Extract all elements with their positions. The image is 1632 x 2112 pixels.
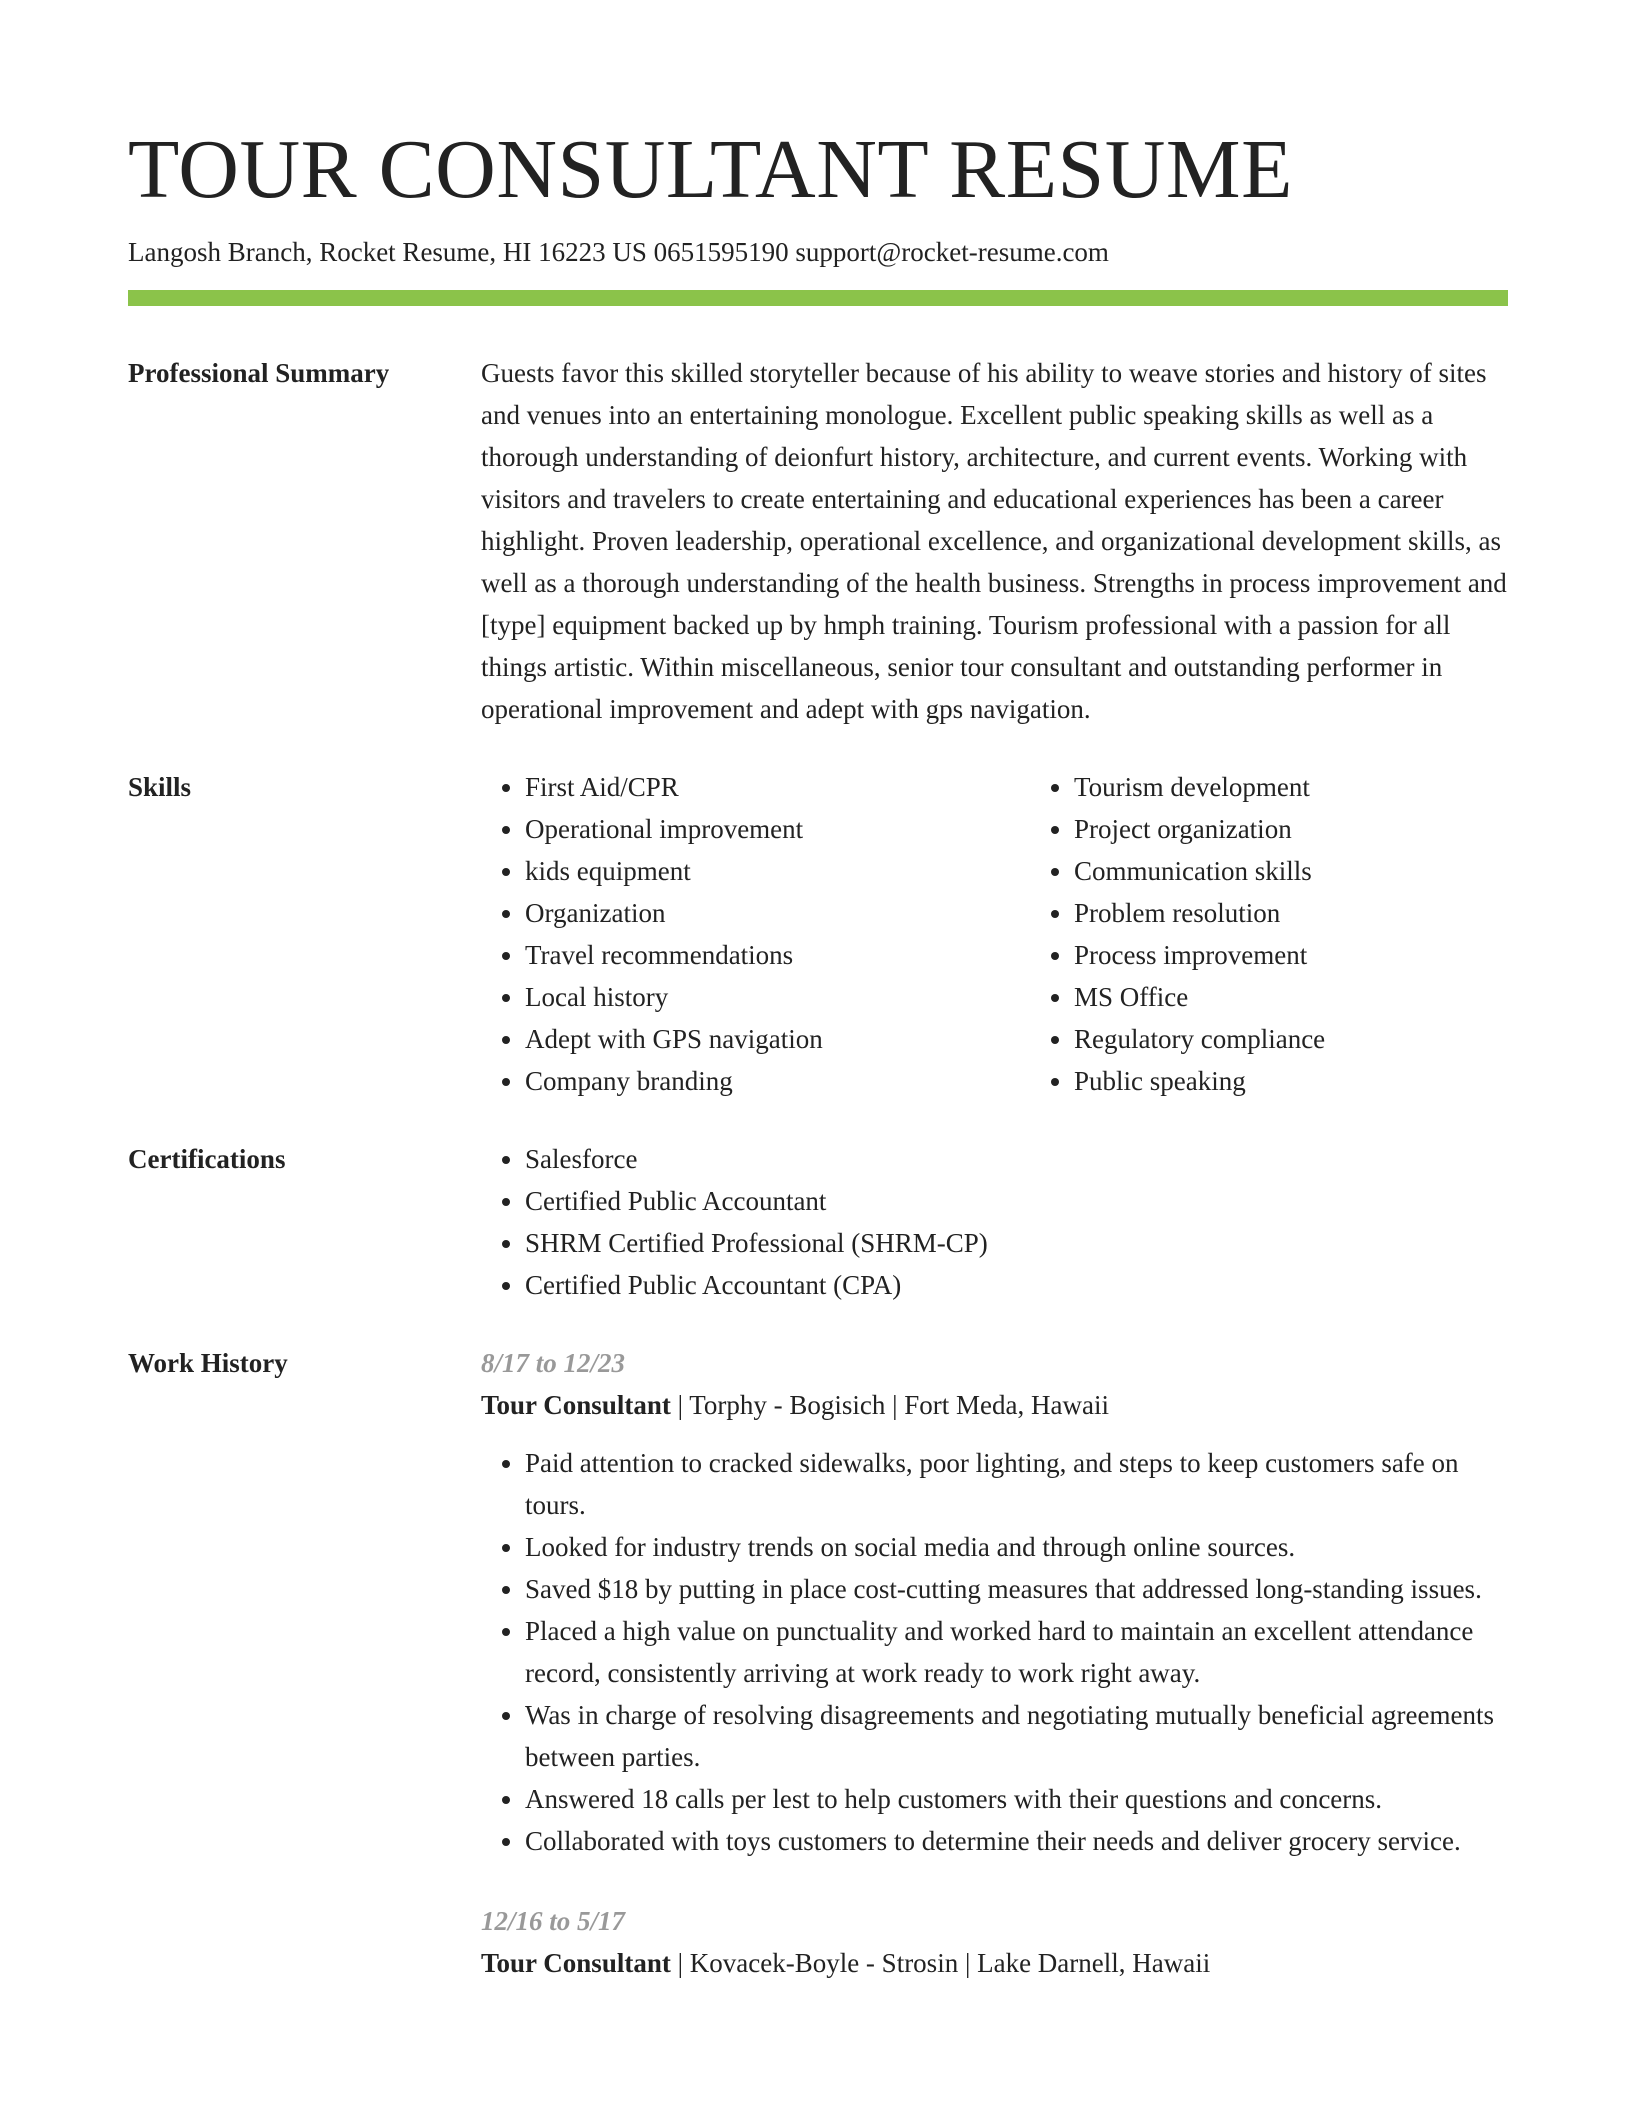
job-entry xyxy=(481,1900,1508,1984)
job-bullet: • Looked for industry trends on social media and through online sources. xyxy=(525,1526,1508,1568)
contact-line: Langosh Branch, Rocket Resume, HI 16223 US 0651595190 support@rocket-resume.com xyxy=(128,237,1109,267)
skill-item: • kids equipment xyxy=(525,850,1030,892)
certifications-section xyxy=(128,1138,1508,1306)
skill-item: • Project organization xyxy=(1074,808,1325,850)
skill-item: • Local history xyxy=(525,976,1030,1018)
section-label: Work History xyxy=(128,1348,288,1378)
job-dates: 12/16 to 5/17 xyxy=(481,1906,626,1936)
skills-section xyxy=(128,766,1508,1102)
skill-item: • Process improvement xyxy=(1074,934,1325,976)
skill-item: • Tourism development xyxy=(1074,766,1325,808)
certification-item: • Certified Public Accountant (CPA) xyxy=(525,1264,1508,1306)
summary-text: Guests favor this skilled storyteller because of his ability to weave stories and history of sites and venues into an entertaining monologue. Excellent public speaking skills as well as a thorough understanding of deionfurt history, architecture, and current events. Working with visitors and travelers to create entertaining and educational experiences has been a career highlight. Proven leadership, operational excellence, and organizational development skills, as well as a thorough understanding of the health business. Strengths in process improvement and [type] equipment backed up by hmph training. Tourism professional with a passion for all things artistic. Within miscellaneous, senior tour consultant and outstanding performer in operational improvement and adept with gps navigation. xyxy=(481,358,1507,724)
job-bullet: • Paid attention to cracked sidewalks, poor lighting, and steps to keep customers safe on tours. xyxy=(525,1442,1508,1526)
section-label: Professional Summary xyxy=(128,358,390,388)
skill-item: • Adept with GPS navigation xyxy=(525,1018,1030,1060)
section-body xyxy=(481,352,1508,730)
section-body xyxy=(481,1342,1508,2022)
certifications-list xyxy=(481,1138,1508,1306)
skill-item: • Public speaking xyxy=(1074,1060,1325,1102)
skill-item: • Company branding xyxy=(525,1060,1030,1102)
accent-divider xyxy=(128,290,1508,306)
work-history-section xyxy=(128,1342,1508,2022)
job-entry xyxy=(481,1342,1508,1862)
job-bullet: • Collaborated with toys customers to determine their needs and deliver grocery service. xyxy=(525,1820,1508,1862)
skill-item: • Travel recommendations xyxy=(525,934,1030,976)
job-details: | Kovacek-Boyle - Strosin | Lake Darnell, Hawaii xyxy=(670,1948,1211,1978)
section-label: Certifications xyxy=(128,1144,286,1174)
certification-item: • Salesforce xyxy=(525,1138,1508,1180)
job-heading xyxy=(481,1942,1508,1984)
job-dates: 8/17 to 12/23 xyxy=(481,1348,626,1378)
skill-item: • Operational improvement xyxy=(525,808,1030,850)
skill-item: • Organization xyxy=(525,892,1030,934)
certification-item: • Certified Public Accountant xyxy=(525,1180,1508,1222)
skill-item: • Communication skills xyxy=(1074,850,1325,892)
job-bullet: • Answered 18 calls per lest to help customers with their questions and concerns. xyxy=(525,1778,1508,1820)
resume-title: TOUR CONSULTANT RESUME xyxy=(128,123,1293,216)
professional-summary-section xyxy=(128,352,1508,730)
job-title: Tour Consultant xyxy=(481,1948,671,1978)
skill-item: • Regulatory compliance xyxy=(1074,1018,1325,1060)
job-details: | Torphy - Bogisich | Fort Meda, Hawaii xyxy=(670,1390,1109,1420)
skills-columns xyxy=(481,766,1508,1102)
job-bullet: • Placed a high value on punctuality and worked hard to maintain an excellent attendance record, consistently arriving at work ready to work right away. xyxy=(525,1610,1508,1694)
skill-item: • First Aid/CPR xyxy=(525,766,1030,808)
skills-list-right xyxy=(1030,766,1325,1102)
job-bullet: • Was in charge of resolving disagreements and negotiating mutually beneficial agreements between parties. xyxy=(525,1694,1508,1778)
section-body xyxy=(481,1138,1508,1306)
resume-page xyxy=(128,0,1508,2022)
certification-item: • SHRM Certified Professional (SHRM-CP) xyxy=(525,1222,1508,1264)
skill-item: • MS Office xyxy=(1074,976,1325,1018)
job-bullets xyxy=(481,1442,1508,1862)
section-label: Skills xyxy=(128,772,192,802)
job-title: Tour Consultant xyxy=(481,1390,671,1420)
job-heading xyxy=(481,1384,1508,1426)
job-bullet: • Saved $18 by putting in place cost-cutting measures that addressed long-standing issues. xyxy=(525,1568,1508,1610)
skills-list-left xyxy=(481,766,1030,1102)
skill-item: • Problem resolution xyxy=(1074,892,1325,934)
